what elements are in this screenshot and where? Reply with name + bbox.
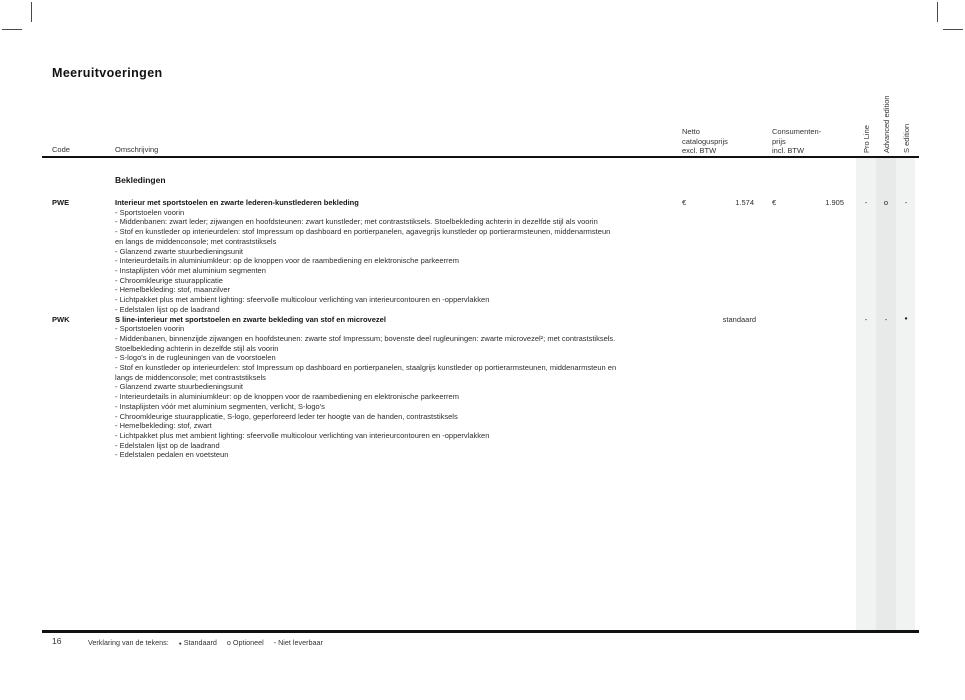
page-title: Meeruitvoeringen — [52, 66, 163, 80]
column-header-description: Omschrijving — [115, 145, 159, 154]
row-line: - Stof en kunstleder op interieurdelen: stof Impressum op dashboard en portierpanelen, staalgrijs kunstleder op portierarmsteunen, middenarmsteun en — [115, 363, 617, 373]
table-row-description-pwe — [115, 198, 610, 314]
row-line: - S-logo's in de rugleuningen van de voorstoelen — [115, 353, 276, 363]
crop-mark-top-right-vertical — [937, 2, 938, 22]
row-line: - Glanzend zwarte stuurbedieningsunit — [115, 382, 243, 392]
legend-item-standard — [179, 638, 219, 647]
table-row-description-pwk — [115, 315, 616, 461]
availability-advanced-edition: o — [883, 198, 889, 207]
header-rule — [42, 156, 919, 158]
legend-item-label: Optioneel — [232, 638, 264, 647]
row-line: Stoelbekleding achterin in dezelfde stijl als voorin — [115, 343, 279, 353]
row-line: en langs de middenconsole; met contraststiksels — [115, 236, 277, 246]
row-line: - Edelstalen pedalen en voetsteun — [115, 450, 229, 460]
consumer-line-1: Consumenten- — [772, 127, 822, 136]
legend-item-optional — [227, 638, 266, 647]
row-line: - Instaplijsten vóór met aluminium segmenten, verlicht, S-logo's — [115, 401, 325, 411]
section-title: Bekledingen — [115, 175, 166, 185]
consumer-price: 1.905 — [825, 198, 844, 207]
row-line: - Glanzend zwarte stuurbedieningsunit — [115, 246, 243, 256]
standard-dot-icon: ● — [178, 641, 182, 647]
row-line: - Hemelbekleding: stof, zwart — [115, 421, 212, 431]
row-line: - Sportstoelen voorin — [115, 324, 185, 334]
band-s-edition — [896, 158, 915, 630]
netto-line-1: Netto — [682, 127, 700, 136]
legend-item-label: Niet leverbaar — [278, 638, 323, 647]
row-line: langs de middenconsole; met contraststiksels — [115, 372, 266, 382]
column-header-pro-line: Pro Line — [862, 125, 871, 153]
footer-rule — [42, 630, 919, 633]
netto-standard-text: standaard — [722, 314, 756, 324]
crop-mark-top-right-horizontal — [943, 29, 963, 30]
row-line: - Chroomkleurige stuurapplicatie, S-logo, geperforeerd leder ter hoogte van de handen, contraststiksels — [115, 411, 458, 421]
row-title: S line-interieur met sportstoelen en zwarte bekleding van stof en microvezel — [115, 314, 386, 324]
legend — [88, 638, 323, 647]
netto-price: 1.574 — [735, 198, 754, 207]
netto-line-2: catalogusprijs — [682, 136, 728, 146]
band-pro-line — [856, 158, 876, 630]
row-line: - Lichtpakket plus met ambient lighting: sfeervolle multicolour verlichting van interieurcontouren en -oppervlakken — [115, 295, 490, 305]
crop-mark-top-left-horizontal — [2, 29, 22, 30]
row-line: - Edelstalen lijst op de laadrand — [115, 304, 220, 314]
dash-symbol: - — [273, 638, 277, 647]
row-line: - Interieurdetails in aluminiumkleur: op de knoppen voor de raambediening en elektronische parkeerrem — [115, 392, 459, 402]
row-line: - Interieurdetails in aluminiumkleur: op de knoppen voor de raambediening en elektronische parkeerrem — [115, 256, 459, 266]
availability-s-edition: - — [904, 198, 908, 207]
legend-label: Verklaring van de tekens: — [88, 638, 169, 647]
crop-mark-top-left-vertical — [31, 2, 32, 22]
legend-item-not-available — [274, 638, 323, 647]
row-title: Interieur met sportstoelen en zwarte lederen-kunstlederen bekleding — [115, 198, 359, 207]
availability-pro-line: - — [864, 314, 868, 324]
page-number: 16 — [52, 636, 62, 646]
legend-item-label: Standaard — [183, 638, 217, 647]
row-line: - Hemelbekleding: stof, maanzilver — [115, 285, 231, 295]
optional-symbol: o — [226, 638, 231, 647]
column-header-code: Code — [52, 145, 70, 154]
consumer-line-2: prijs — [772, 136, 786, 146]
consumer-currency: € — [772, 198, 777, 207]
row-line: - Middenbanen, binnenzijde zijwangen en hoofdsteunen: zwarte stof Impressum; bovenste deel rugleuningen: zwarte microvezel²; met contraststiksels. — [115, 333, 616, 343]
row-code: PWE — [52, 198, 70, 207]
netto-currency: € — [682, 198, 687, 207]
row-line: - Sportstoelen voorin — [115, 207, 185, 217]
row-line: - Middenbanen: zwart leder; zijwangen en hoofdsteunen: zwart kunstleder; met contraststiksels. Stoelbekleding achterin in dezelfde stijl als voorin — [115, 217, 598, 227]
column-header-consumer — [772, 127, 821, 156]
row-line: - Stof en kunstleder op interieurdelen: stof Impressum op dashboard en portierpanelen, agavegrijs kunstleder op portierarmsteunen, middenarmsteun — [115, 227, 611, 237]
availability-s-edition: ● — [904, 315, 908, 322]
availability-advanced-edition: - — [884, 314, 888, 324]
availability-pro-line: - — [864, 198, 868, 207]
band-advanced-edition — [876, 158, 896, 630]
consumer-line-3: incl. BTW — [772, 146, 805, 155]
row-line: - Edelstalen lijst op de laadrand — [115, 440, 220, 450]
row-line: - Instaplijsten vóór met aluminium segmenten — [115, 265, 266, 275]
netto-line-3: excl. BTW — [682, 146, 717, 155]
column-header-advanced-edition: Advanced edition — [882, 95, 891, 153]
row-line: - Lichtpakket plus met ambient lighting: sfeervolle multicolour verlichting van interieurcontouren en -oppervlakken — [115, 430, 490, 440]
row-code: PWK — [52, 314, 70, 324]
row-line: - Chroomkleurige stuurapplicatie — [115, 275, 223, 285]
column-header-netto — [682, 127, 728, 156]
column-header-s-edition: S edition — [902, 123, 911, 153]
